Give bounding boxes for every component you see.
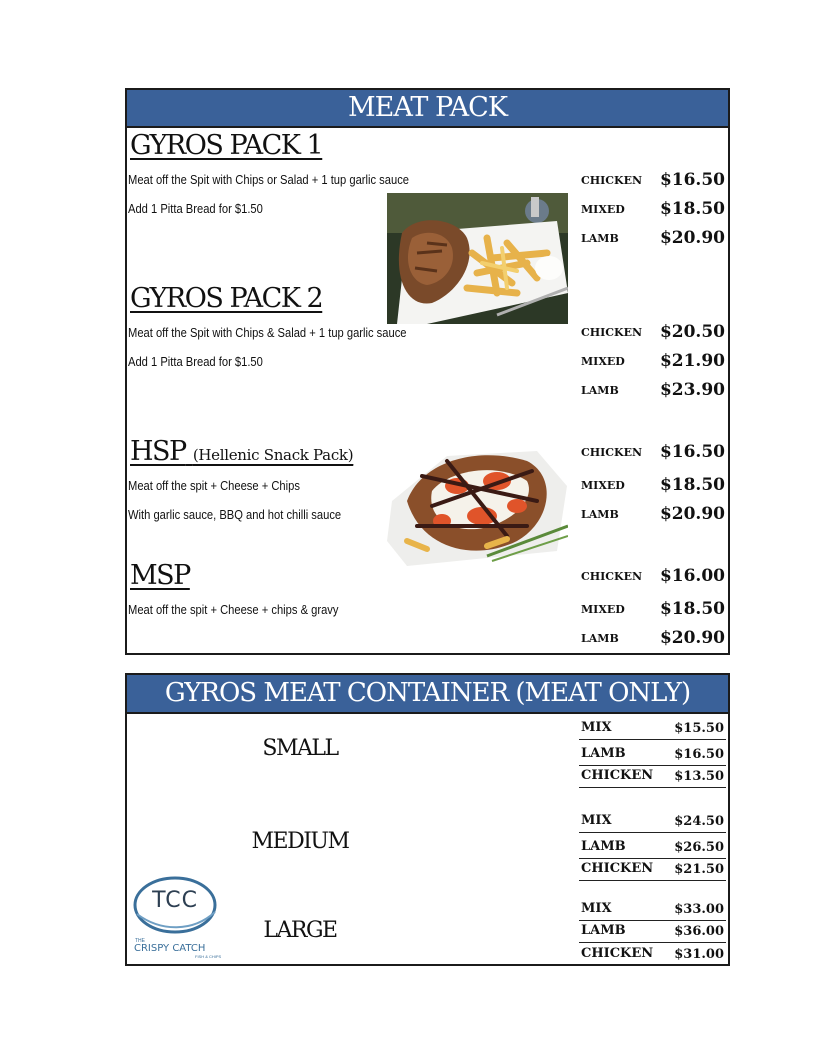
- container-row-price: $13.50: [674, 769, 724, 784]
- container-row: [579, 811, 726, 833]
- price-lamb: $23.90: [659, 380, 725, 400]
- container-row: [579, 859, 726, 881]
- price-mixed: $18.50: [659, 199, 725, 219]
- container-row-price: $21.50: [674, 862, 724, 877]
- container-row: [579, 837, 726, 859]
- price-chicken: $16.50: [659, 170, 725, 190]
- container-row-price: $24.50: [674, 814, 724, 829]
- gyros-chips-photo: [387, 193, 568, 324]
- container-row-name: MIX: [581, 901, 612, 916]
- option-lamb: LAMB: [581, 232, 619, 245]
- size-label-medium: MEDIUM: [251, 829, 349, 854]
- container-row: [579, 899, 726, 921]
- option-chicken: CHICKEN: [581, 446, 643, 459]
- container-row-price: $15.50: [674, 721, 724, 736]
- pack-title-gyros-1: GYROS PACK 1: [130, 130, 323, 161]
- option-mixed: MIXED: [581, 355, 625, 368]
- option-chicken: CHICKEN: [581, 570, 643, 583]
- pack-desc-line: Add 1 Pitta Bread for $1.50: [128, 354, 263, 369]
- price-lamb: $20.90: [659, 228, 725, 248]
- option-chicken: CHICKEN: [581, 326, 643, 339]
- price-mixed: $18.50: [659, 475, 725, 495]
- container-row: [579, 744, 726, 766]
- pack-desc-line: Add 1 Pitta Bread for $1.50: [128, 201, 263, 216]
- pack-desc-line: Meat off the spit + Cheese + chips & gravy: [128, 602, 339, 617]
- option-lamb: LAMB: [581, 384, 619, 397]
- container-row-name: CHICKEN: [581, 861, 654, 876]
- container-row-price: $33.00: [674, 902, 724, 917]
- snack-pack-photo: [387, 431, 568, 566]
- container-row-name: CHICKEN: [581, 946, 654, 961]
- size-label-small: SMALL: [262, 736, 338, 761]
- container-row-price: $16.50: [674, 747, 724, 762]
- container-row-price: $31.00: [674, 947, 724, 962]
- price-mixed: $21.90: [659, 351, 725, 371]
- crispy-catch-logo: [131, 876, 225, 960]
- logo-name: CRISPY CATCH: [134, 943, 206, 954]
- size-label-large: LARGE: [263, 918, 337, 943]
- pack-title-hsp-main: HSP: [130, 436, 186, 467]
- container-row: [579, 944, 726, 966]
- container-row-name: LAMB: [581, 923, 626, 938]
- container-row: [579, 921, 726, 943]
- container-row: [579, 718, 726, 740]
- pack-desc-line: Meat off the Spit with Chips or Salad + 1 tup garlic sauce: [128, 172, 410, 187]
- pack-desc-line: Meat off the Spit with Chips & Salad + 1 tup garlic sauce: [128, 325, 407, 340]
- pack-desc-line: Meat off the spit + Cheese + Chips: [128, 478, 300, 493]
- container-row-name: CHICKEN: [581, 768, 654, 783]
- pack-title-msp: MSP: [130, 560, 190, 591]
- pack-subtitle-hsp: (Hellenic Snack Pack): [192, 446, 354, 464]
- price-lamb: $20.90: [659, 504, 725, 524]
- container-row-name: LAMB: [581, 839, 626, 854]
- price-mixed: $18.50: [659, 599, 725, 619]
- option-chicken: CHICKEN: [581, 174, 643, 187]
- price-lamb: $20.90: [659, 628, 725, 648]
- container-row: [579, 766, 726, 788]
- logo-the: THE: [135, 938, 145, 944]
- meat-pack-header: MEAT PACK: [127, 90, 728, 128]
- price-chicken: $20.50: [659, 322, 725, 342]
- container-header: GYROS MEAT CONTAINER (MEAT ONLY): [127, 675, 728, 714]
- container-row-price: $26.50: [674, 840, 724, 855]
- logo-sub: FISH & CHIPS: [195, 954, 222, 959]
- price-chicken: $16.00: [659, 566, 725, 586]
- option-mixed: MIXED: [581, 603, 625, 616]
- logo-monogram: TCC: [152, 888, 198, 913]
- price-chicken: $16.50: [659, 442, 725, 462]
- container-row-name: MIX: [581, 720, 612, 735]
- option-mixed: MIXED: [581, 203, 625, 216]
- pack-title-gyros-2: GYROS PACK 2: [130, 283, 323, 314]
- container-row-name: MIX: [581, 813, 612, 828]
- pack-title-hsp: [130, 436, 353, 467]
- option-lamb: LAMB: [581, 508, 619, 521]
- option-mixed: MIXED: [581, 479, 625, 492]
- option-lamb: LAMB: [581, 632, 619, 645]
- pack-desc-line: With garlic sauce, BBQ and hot chilli sauce: [128, 507, 342, 522]
- container-row-price: $36.00: [674, 924, 724, 939]
- container-row-name: LAMB: [581, 746, 626, 761]
